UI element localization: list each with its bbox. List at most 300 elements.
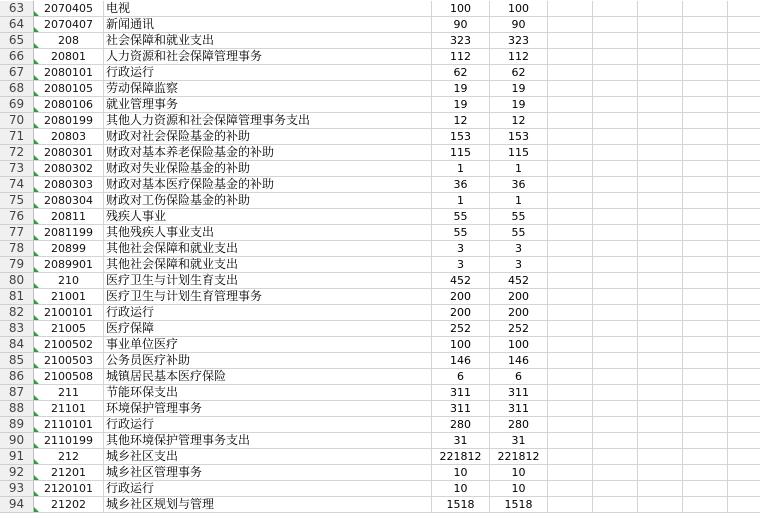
cell-empty[interactable] — [728, 465, 760, 481]
cell-value-2[interactable]: 112 — [490, 49, 548, 65]
cell-empty[interactable] — [548, 33, 593, 49]
cell-empty[interactable] — [593, 129, 638, 145]
row-header[interactable]: 67 — [0, 65, 34, 81]
cell-code[interactable]: 2080301 — [34, 145, 104, 161]
cell-empty[interactable] — [728, 161, 760, 177]
cell-empty[interactable] — [728, 65, 760, 81]
cell-value-1[interactable]: 1518 — [432, 497, 490, 513]
cell-value-2[interactable]: 311 — [490, 401, 548, 417]
cell-value-1[interactable]: 311 — [432, 385, 490, 401]
cell-value-2[interactable]: 280 — [490, 417, 548, 433]
row-header[interactable]: 92 — [0, 465, 34, 481]
cell-code[interactable]: 2100502 — [34, 337, 104, 353]
cell-empty[interactable] — [593, 113, 638, 129]
cell-value-2[interactable]: 3 — [490, 257, 548, 273]
cell-value-1[interactable]: 36 — [432, 177, 490, 193]
cell-empty[interactable] — [683, 497, 728, 513]
cell-empty[interactable] — [593, 321, 638, 337]
cell-name[interactable]: 新闻通讯 — [104, 17, 432, 33]
cell-empty[interactable] — [548, 161, 593, 177]
cell-value-1[interactable]: 3 — [432, 257, 490, 273]
cell-empty[interactable] — [638, 161, 683, 177]
cell-value-2[interactable]: 10 — [490, 465, 548, 481]
cell-empty[interactable] — [548, 225, 593, 241]
cell-empty[interactable] — [638, 481, 683, 497]
row-header[interactable]: 63 — [0, 1, 34, 17]
cell-code[interactable]: 2110199 — [34, 433, 104, 449]
row-header[interactable]: 65 — [0, 33, 34, 49]
cell-name[interactable]: 医疗保障 — [104, 321, 432, 337]
cell-empty[interactable] — [638, 497, 683, 513]
cell-value-1[interactable]: 10 — [432, 481, 490, 497]
cell-empty[interactable] — [548, 97, 593, 113]
row-header[interactable]: 85 — [0, 353, 34, 369]
cell-empty[interactable] — [683, 385, 728, 401]
cell-name[interactable]: 财政对基本养老保险基金的补助 — [104, 145, 432, 161]
cell-empty[interactable] — [593, 193, 638, 209]
cell-empty[interactable] — [683, 193, 728, 209]
cell-empty[interactable] — [683, 401, 728, 417]
row-header[interactable]: 69 — [0, 97, 34, 113]
cell-empty[interactable] — [593, 241, 638, 257]
cell-empty[interactable] — [638, 289, 683, 305]
row-header[interactable]: 64 — [0, 17, 34, 33]
cell-name[interactable]: 公务员医疗补助 — [104, 353, 432, 369]
row-header[interactable]: 89 — [0, 417, 34, 433]
row-header[interactable]: 71 — [0, 129, 34, 145]
cell-name[interactable]: 行政运行 — [104, 481, 432, 497]
cell-empty[interactable] — [593, 225, 638, 241]
cell-value-1[interactable]: 19 — [432, 97, 490, 113]
cell-empty[interactable] — [728, 177, 760, 193]
cell-code[interactable]: 2100101 — [34, 305, 104, 321]
cell-empty[interactable] — [638, 17, 683, 33]
cell-empty[interactable] — [593, 49, 638, 65]
cell-name[interactable]: 环境保护管理事务 — [104, 401, 432, 417]
cell-empty[interactable] — [683, 289, 728, 305]
cell-empty[interactable] — [593, 17, 638, 33]
cell-value-2[interactable]: 153 — [490, 129, 548, 145]
row-header[interactable]: 82 — [0, 305, 34, 321]
cell-code[interactable]: 21101 — [34, 401, 104, 417]
cell-empty[interactable] — [548, 465, 593, 481]
cell-empty[interactable] — [593, 33, 638, 49]
cell-empty[interactable] — [548, 257, 593, 273]
cell-value-1[interactable]: 90 — [432, 17, 490, 33]
cell-name[interactable]: 其他社会保障和就业支出 — [104, 257, 432, 273]
row-header[interactable]: 76 — [0, 209, 34, 225]
cell-code[interactable]: 2070405 — [34, 1, 104, 17]
row-header[interactable]: 79 — [0, 257, 34, 273]
row-header[interactable]: 91 — [0, 449, 34, 465]
cell-name[interactable]: 城乡社区支出 — [104, 449, 432, 465]
cell-value-1[interactable]: 12 — [432, 113, 490, 129]
cell-value-2[interactable]: 1 — [490, 161, 548, 177]
cell-code[interactable]: 20801 — [34, 49, 104, 65]
cell-empty[interactable] — [548, 177, 593, 193]
cell-empty[interactable] — [548, 401, 593, 417]
cell-value-1[interactable]: 452 — [432, 273, 490, 289]
cell-empty[interactable] — [728, 113, 760, 129]
cell-code[interactable]: 21202 — [34, 497, 104, 513]
cell-empty[interactable] — [683, 481, 728, 497]
cell-value-2[interactable]: 6 — [490, 369, 548, 385]
cell-empty[interactable] — [548, 305, 593, 321]
cell-name[interactable]: 城乡社区规划与管理 — [104, 497, 432, 513]
cell-empty[interactable] — [683, 33, 728, 49]
cell-value-2[interactable]: 19 — [490, 97, 548, 113]
cell-empty[interactable] — [593, 449, 638, 465]
cell-code[interactable]: 210 — [34, 273, 104, 289]
cell-empty[interactable] — [683, 113, 728, 129]
cell-empty[interactable] — [593, 337, 638, 353]
cell-empty[interactable] — [683, 465, 728, 481]
cell-empty[interactable] — [593, 433, 638, 449]
cell-empty[interactable] — [638, 369, 683, 385]
cell-empty[interactable] — [683, 209, 728, 225]
cell-empty[interactable] — [593, 177, 638, 193]
cell-value-1[interactable]: 31 — [432, 433, 490, 449]
cell-code[interactable]: 21201 — [34, 465, 104, 481]
cell-empty[interactable] — [683, 129, 728, 145]
cell-empty[interactable] — [683, 369, 728, 385]
cell-empty[interactable] — [638, 49, 683, 65]
cell-empty[interactable] — [593, 209, 638, 225]
cell-value-1[interactable]: 146 — [432, 353, 490, 369]
cell-value-2[interactable]: 252 — [490, 321, 548, 337]
cell-code[interactable]: 2110101 — [34, 417, 104, 433]
cell-empty[interactable] — [593, 273, 638, 289]
cell-empty[interactable] — [548, 81, 593, 97]
cell-code[interactable]: 2080105 — [34, 81, 104, 97]
cell-empty[interactable] — [728, 497, 760, 513]
cell-empty[interactable] — [593, 289, 638, 305]
cell-empty[interactable] — [683, 449, 728, 465]
cell-empty[interactable] — [548, 113, 593, 129]
cell-value-2[interactable]: 1518 — [490, 497, 548, 513]
cell-value-2[interactable]: 452 — [490, 273, 548, 289]
row-header[interactable]: 70 — [0, 113, 34, 129]
cell-empty[interactable] — [683, 177, 728, 193]
cell-value-1[interactable]: 200 — [432, 305, 490, 321]
cell-value-1[interactable]: 55 — [432, 225, 490, 241]
cell-empty[interactable] — [728, 257, 760, 273]
cell-empty[interactable] — [548, 321, 593, 337]
cell-empty[interactable] — [638, 33, 683, 49]
cell-empty[interactable] — [638, 305, 683, 321]
cell-value-1[interactable]: 280 — [432, 417, 490, 433]
cell-empty[interactable] — [593, 305, 638, 321]
cell-empty[interactable] — [638, 129, 683, 145]
cell-empty[interactable] — [638, 113, 683, 129]
cell-empty[interactable] — [548, 289, 593, 305]
cell-name[interactable]: 其他社会保障和就业支出 — [104, 241, 432, 257]
cell-value-2[interactable]: 100 — [490, 1, 548, 17]
cell-empty[interactable] — [728, 481, 760, 497]
cell-empty[interactable] — [728, 385, 760, 401]
cell-value-1[interactable]: 19 — [432, 81, 490, 97]
cell-empty[interactable] — [683, 433, 728, 449]
cell-empty[interactable] — [728, 209, 760, 225]
cell-value-2[interactable]: 200 — [490, 305, 548, 321]
cell-name[interactable]: 财政对工伤保险基金的补助 — [104, 193, 432, 209]
cell-value-1[interactable]: 323 — [432, 33, 490, 49]
cell-name[interactable]: 其他残疾人事业支出 — [104, 225, 432, 241]
cell-code[interactable]: 2080101 — [34, 65, 104, 81]
cell-empty[interactable] — [728, 145, 760, 161]
cell-empty[interactable] — [728, 401, 760, 417]
cell-empty[interactable] — [638, 177, 683, 193]
cell-empty[interactable] — [593, 369, 638, 385]
cell-empty[interactable] — [593, 497, 638, 513]
row-header[interactable]: 73 — [0, 161, 34, 177]
cell-empty[interactable] — [548, 209, 593, 225]
cell-empty[interactable] — [728, 369, 760, 385]
cell-empty[interactable] — [728, 417, 760, 433]
cell-empty[interactable] — [683, 257, 728, 273]
cell-value-1[interactable]: 1 — [432, 193, 490, 209]
cell-empty[interactable] — [593, 385, 638, 401]
cell-empty[interactable] — [683, 225, 728, 241]
cell-empty[interactable] — [728, 97, 760, 113]
row-header[interactable]: 80 — [0, 273, 34, 289]
cell-empty[interactable] — [728, 193, 760, 209]
cell-empty[interactable] — [548, 369, 593, 385]
row-header[interactable]: 68 — [0, 81, 34, 97]
row-header[interactable]: 72 — [0, 145, 34, 161]
cell-empty[interactable] — [548, 385, 593, 401]
cell-name[interactable]: 残疾人事业 — [104, 209, 432, 225]
cell-value-2[interactable]: 146 — [490, 353, 548, 369]
cell-code[interactable]: 21005 — [34, 321, 104, 337]
cell-name[interactable]: 社会保障和就业支出 — [104, 33, 432, 49]
cell-empty[interactable] — [638, 97, 683, 113]
cell-value-1[interactable]: 62 — [432, 65, 490, 81]
cell-empty[interactable] — [548, 129, 593, 145]
cell-value-1[interactable]: 115 — [432, 145, 490, 161]
cell-value-1[interactable]: 311 — [432, 401, 490, 417]
cell-name[interactable]: 其他人力资源和社会保障管理事务支出 — [104, 113, 432, 129]
cell-empty[interactable] — [593, 481, 638, 497]
cell-empty[interactable] — [728, 289, 760, 305]
cell-empty[interactable] — [728, 33, 760, 49]
cell-empty[interactable] — [683, 161, 728, 177]
cell-empty[interactable] — [638, 65, 683, 81]
cell-empty[interactable] — [683, 337, 728, 353]
cell-value-1[interactable]: 100 — [432, 337, 490, 353]
cell-name[interactable]: 电视 — [104, 1, 432, 17]
cell-value-2[interactable]: 12 — [490, 113, 548, 129]
cell-empty[interactable] — [548, 417, 593, 433]
cell-code[interactable]: 211 — [34, 385, 104, 401]
row-header[interactable]: 88 — [0, 401, 34, 417]
cell-empty[interactable] — [638, 353, 683, 369]
cell-empty[interactable] — [638, 401, 683, 417]
cell-empty[interactable] — [638, 337, 683, 353]
cell-empty[interactable] — [638, 385, 683, 401]
cell-empty[interactable] — [548, 433, 593, 449]
cell-empty[interactable] — [728, 225, 760, 241]
cell-name[interactable]: 其他环境保护管理事务支出 — [104, 433, 432, 449]
cell-empty[interactable] — [638, 321, 683, 337]
cell-empty[interactable] — [593, 1, 638, 17]
cell-name[interactable]: 行政运行 — [104, 417, 432, 433]
cell-empty[interactable] — [728, 241, 760, 257]
cell-code[interactable]: 2070407 — [34, 17, 104, 33]
cell-empty[interactable] — [593, 353, 638, 369]
cell-empty[interactable] — [593, 97, 638, 113]
row-header[interactable]: 66 — [0, 49, 34, 65]
cell-empty[interactable] — [638, 241, 683, 257]
cell-empty[interactable] — [638, 209, 683, 225]
cell-empty[interactable] — [638, 1, 683, 17]
cell-value-1[interactable]: 3 — [432, 241, 490, 257]
cell-code[interactable]: 2080303 — [34, 177, 104, 193]
cell-empty[interactable] — [548, 241, 593, 257]
cell-empty[interactable] — [683, 97, 728, 113]
cell-empty[interactable] — [683, 49, 728, 65]
cell-empty[interactable] — [593, 401, 638, 417]
cell-empty[interactable] — [548, 49, 593, 65]
cell-value-2[interactable]: 323 — [490, 33, 548, 49]
cell-name[interactable]: 行政运行 — [104, 65, 432, 81]
cell-name[interactable]: 医疗卫生与计划生育支出 — [104, 273, 432, 289]
cell-empty[interactable] — [548, 497, 593, 513]
cell-value-2[interactable]: 3 — [490, 241, 548, 257]
row-header[interactable]: 81 — [0, 289, 34, 305]
cell-value-2[interactable]: 19 — [490, 81, 548, 97]
cell-name[interactable]: 事业单位医疗 — [104, 337, 432, 353]
cell-empty[interactable] — [728, 321, 760, 337]
cell-empty[interactable] — [593, 257, 638, 273]
row-header[interactable]: 84 — [0, 337, 34, 353]
cell-value-2[interactable]: 31 — [490, 433, 548, 449]
cell-value-2[interactable]: 10 — [490, 481, 548, 497]
cell-empty[interactable] — [638, 273, 683, 289]
cell-value-2[interactable]: 36 — [490, 177, 548, 193]
cell-empty[interactable] — [728, 433, 760, 449]
cell-empty[interactable] — [683, 81, 728, 97]
cell-empty[interactable] — [548, 17, 593, 33]
cell-empty[interactable] — [683, 241, 728, 257]
cell-code[interactable]: 2089901 — [34, 257, 104, 273]
cell-empty[interactable] — [683, 17, 728, 33]
cell-empty[interactable] — [593, 65, 638, 81]
row-header[interactable]: 78 — [0, 241, 34, 257]
cell-value-1[interactable]: 112 — [432, 49, 490, 65]
cell-empty[interactable] — [548, 65, 593, 81]
cell-empty[interactable] — [638, 465, 683, 481]
cell-code[interactable]: 20803 — [34, 129, 104, 145]
cell-empty[interactable] — [728, 49, 760, 65]
cell-code[interactable]: 2080302 — [34, 161, 104, 177]
cell-empty[interactable] — [728, 129, 760, 145]
cell-code[interactable]: 212 — [34, 449, 104, 465]
cell-empty[interactable] — [638, 81, 683, 97]
cell-code[interactable]: 2100508 — [34, 369, 104, 385]
cell-value-2[interactable]: 90 — [490, 17, 548, 33]
row-header[interactable]: 74 — [0, 177, 34, 193]
cell-empty[interactable] — [683, 305, 728, 321]
cell-name[interactable]: 财政对失业保险基金的补助 — [104, 161, 432, 177]
cell-empty[interactable] — [593, 417, 638, 433]
row-header[interactable]: 75 — [0, 193, 34, 209]
cell-code[interactable]: 21001 — [34, 289, 104, 305]
cell-value-2[interactable]: 200 — [490, 289, 548, 305]
cell-empty[interactable] — [548, 193, 593, 209]
cell-empty[interactable] — [638, 145, 683, 161]
cell-value-1[interactable]: 1 — [432, 161, 490, 177]
row-header[interactable]: 86 — [0, 369, 34, 385]
cell-empty[interactable] — [683, 353, 728, 369]
cell-empty[interactable] — [683, 65, 728, 81]
cell-value-2[interactable]: 115 — [490, 145, 548, 161]
cell-empty[interactable] — [683, 417, 728, 433]
cell-value-1[interactable]: 100 — [432, 1, 490, 17]
cell-empty[interactable] — [548, 353, 593, 369]
cell-code[interactable]: 2120101 — [34, 481, 104, 497]
cell-empty[interactable] — [548, 145, 593, 161]
cell-code[interactable]: 208 — [34, 33, 104, 49]
cell-empty[interactable] — [638, 257, 683, 273]
row-header[interactable]: 94 — [0, 497, 34, 513]
cell-empty[interactable] — [638, 225, 683, 241]
cell-value-2[interactable]: 55 — [490, 209, 548, 225]
cell-empty[interactable] — [593, 465, 638, 481]
cell-name[interactable]: 人力资源和社会保障管理事务 — [104, 49, 432, 65]
cell-empty[interactable] — [548, 1, 593, 17]
row-header[interactable]: 77 — [0, 225, 34, 241]
cell-empty[interactable] — [548, 337, 593, 353]
cell-value-2[interactable]: 1 — [490, 193, 548, 209]
cell-value-1[interactable]: 55 — [432, 209, 490, 225]
cell-name[interactable]: 医疗卫生与计划生育管理事务 — [104, 289, 432, 305]
cell-empty[interactable] — [728, 81, 760, 97]
cell-name[interactable]: 城乡社区管理事务 — [104, 465, 432, 481]
cell-code[interactable]: 20811 — [34, 209, 104, 225]
cell-empty[interactable] — [548, 481, 593, 497]
row-header[interactable]: 87 — [0, 385, 34, 401]
cell-value-1[interactable]: 6 — [432, 369, 490, 385]
cell-empty[interactable] — [683, 273, 728, 289]
cell-value-2[interactable]: 221812 — [490, 449, 548, 465]
cell-empty[interactable] — [593, 81, 638, 97]
cell-code[interactable]: 2100503 — [34, 353, 104, 369]
cell-empty[interactable] — [638, 417, 683, 433]
cell-empty[interactable] — [593, 161, 638, 177]
cell-empty[interactable] — [683, 145, 728, 161]
cell-value-1[interactable]: 252 — [432, 321, 490, 337]
cell-value-2[interactable]: 55 — [490, 225, 548, 241]
cell-value-1[interactable]: 10 — [432, 465, 490, 481]
row-header[interactable]: 90 — [0, 433, 34, 449]
cell-value-1[interactable]: 200 — [432, 289, 490, 305]
cell-code[interactable]: 20899 — [34, 241, 104, 257]
cell-name[interactable]: 城镇居民基本医疗保险 — [104, 369, 432, 385]
cell-value-2[interactable]: 311 — [490, 385, 548, 401]
cell-name[interactable]: 节能环保支出 — [104, 385, 432, 401]
cell-empty[interactable] — [638, 433, 683, 449]
cell-empty[interactable] — [638, 193, 683, 209]
cell-name[interactable]: 行政运行 — [104, 305, 432, 321]
cell-name[interactable]: 财政对基本医疗保险基金的补助 — [104, 177, 432, 193]
cell-empty[interactable] — [728, 273, 760, 289]
cell-empty[interactable] — [548, 449, 593, 465]
cell-value-1[interactable]: 221812 — [432, 449, 490, 465]
row-header[interactable]: 93 — [0, 481, 34, 497]
cell-value-1[interactable]: 153 — [432, 129, 490, 145]
cell-empty[interactable] — [728, 337, 760, 353]
